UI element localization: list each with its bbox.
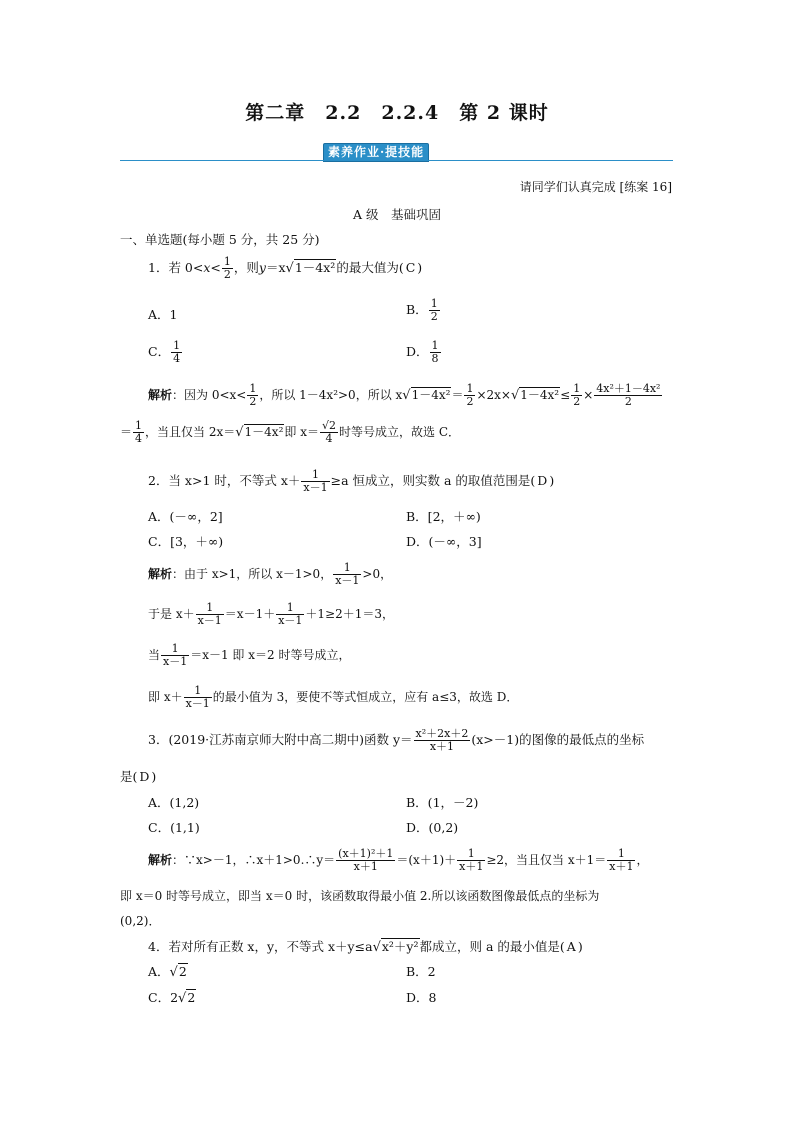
q2-solution-line3: 当 $\frac{1}{x-1}$ ＝x－1 即 x＝2 时等号成立， <box>148 642 351 668</box>
exercise-note: 请同学们认真完成 [练案 16] <box>519 180 672 194</box>
q1-stem: 1．若 0<x< $\frac{1}{2}$ ，则y＝x√1－4x²的最大值为( C ) <box>148 255 423 281</box>
page-title: 第二章 2.2 2.2.4 第 2 课时 <box>245 102 549 124</box>
q1-num: 1．若 0< <box>148 260 204 275</box>
section-banner: 素养作业·提技能 <box>323 143 429 162</box>
q2-solution-line1: 解析：由于 x>1，所以 x－1>0， $\frac{1}{x-1}$ >0， <box>148 561 393 587</box>
q1-option-b: B． $\frac{1}{2}$ <box>406 297 438 323</box>
q1-option-a: A．1 <box>148 307 178 322</box>
q1-answer: C <box>405 260 416 275</box>
q4-option-b: B．2 <box>406 964 436 979</box>
q1-half: $\frac{1}{2}$ <box>223 255 231 281</box>
q2-option-d: D．(－∞，3] <box>406 534 482 549</box>
q2-option-a: A．(－∞，2] <box>148 509 223 524</box>
title-divider <box>120 160 673 161</box>
q1-solution-label: 解析 <box>148 388 173 402</box>
q3-solution-label: 解析 <box>148 853 173 867</box>
part-heading: 一、单选题(每小题 5 分，共 25 分) <box>120 232 320 247</box>
q1-x: x <box>203 260 211 275</box>
q3-option-d: D．(0,2) <box>406 820 459 835</box>
q4-answer: A <box>566 939 576 954</box>
q1-solution-line1: 解析：因为 0<x< $\frac{1}{2}$ ，所以 1－4x²>0，所以 x√1－4x²＝ $\frac{1}{2}$ ×2x×√1－4x²≤ $\frac{1}{2}$ × $\frac{\text{4x²＋1－4x²}}{2}$ <box>148 382 661 408</box>
q2-solution-line2: 于是 x＋ $\frac{1}{x-1}$ ＝x－1＋ $\frac{1}{x-1}$ ＋1≥2＋1＝3， <box>148 601 395 627</box>
q1-lt: < <box>210 260 221 275</box>
q3-solution-line3: (0,2)． <box>120 914 161 928</box>
q1-option-c: C． $\frac{1}{4}$ <box>148 339 181 365</box>
q3-option-c: C．(1,1) <box>148 820 200 835</box>
q3-stem: 3．(2019·江苏南京师大附中高二期中)函数 y＝ $\frac{\text{x²＋2x＋2}}{x+1}$ (x>－1)的图像的最低点的坐标 <box>148 727 645 753</box>
q4-option-d: D．8 <box>406 990 437 1005</box>
q3-solution-line1: 解析：∵x>－1，∴x＋1>0.∴y＝ $\frac{\text{(x＋1)²＋1}}{x+1}$ ＝(x＋1)＋ $\frac{1}{x+1}$ ≥2，当且仅当 x＋1＝ $\frac{1}{x+1}$ ， <box>148 847 649 873</box>
q3-answer: D <box>139 769 150 784</box>
q2-stem: 2．当 x>1 时，不等式 x＋ $\frac{1}{x-1}$ ≥a 恒成立，则实数 a 的取值范围是( D ) <box>148 468 555 494</box>
level-heading: A 级 基础巩固 <box>352 207 441 222</box>
q2-solution-label: 解析 <box>148 567 173 581</box>
q2-solution-line4: 即 x＋ $\frac{1}{x-1}$ 的最小值为 3，要使不等式恒成立，应有 a≤3，故选 D． <box>148 684 519 710</box>
q2-option-b: B．[2，＋∞) <box>406 509 481 524</box>
q4-option-a: A．√2 <box>148 964 187 980</box>
q3-stem-cont: 是( D ) <box>120 769 157 784</box>
q1-option-d: D． $\frac{1}{8}$ <box>406 339 439 365</box>
q3-option-b: B．(1，－2) <box>406 795 479 810</box>
q4-stem: 4．若对所有正数 x，y，不等式 x＋y≤a√x²＋y²都成立，则 a 的最小值是( A ) <box>148 939 583 955</box>
q2-answer: D <box>537 473 548 488</box>
q4-option-c: C．2√2 <box>148 990 196 1006</box>
q1-solution-line2: ＝ $\frac{1}{4}$ ，当且仅当 2x＝√1－4x²即 x＝ $\frac{√2}{4}$ 时等号成立，故选 C． <box>120 419 460 445</box>
q2-option-c: C．[3，＋∞) <box>148 534 224 549</box>
q3-option-a: A．(1,2) <box>148 795 200 810</box>
q3-solution-line2: 即 x＝0 时等号成立，即当 x＝0 时，该函数取得最小值 2.所以该函数图像最低点的坐标为 <box>120 889 600 903</box>
